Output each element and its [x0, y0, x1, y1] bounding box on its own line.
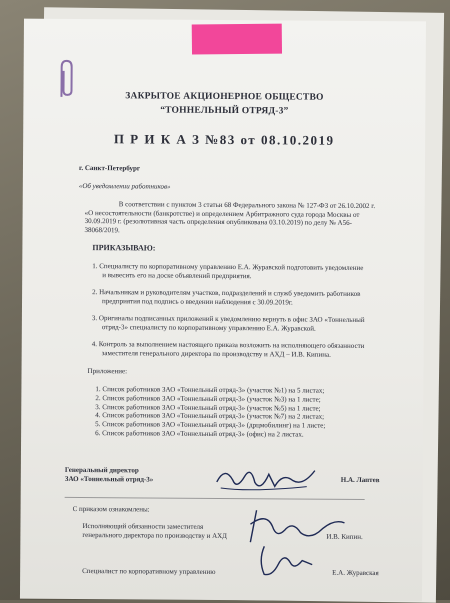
- attachment-item: 6. Список работников ЗАО «Тоннельный отряд-3» (офис) на 2 листах.: [95, 429, 304, 439]
- kipin-name: И.В. Кипин.: [326, 532, 363, 541]
- orders-heading: ПРИКАЗЫВАЮ:: [92, 243, 156, 253]
- acquainted-role-line: генерального директора по производству и АХД: [82, 530, 228, 540]
- attachment-item: 4. Список работников ЗАО «Тоннельный отряд-3» (участок №7) на 2 листах;: [95, 411, 325, 422]
- order-point-line: 4. Контроль за выполнением настоящего приказа возложить на исполняющего обязанности: [91, 340, 365, 350]
- attachment-item: 5. Список работников ЗАО «Тоннельный отряд-3» (дрцмобилинг) на 1 листе;: [95, 420, 326, 430]
- order-point-line: и вывесить его на доске объявлений предприятия.: [102, 270, 252, 280]
- preamble-line: «О несостоятельности (банкротстве) и определением Арбитражного суда города Москвы от: [84, 208, 360, 219]
- attachment-item: 2. Список работников ЗАО «Тоннельный отряд-3» (участок №3) на 1 листе;: [95, 393, 321, 404]
- director-title-line: Генеральный директор: [64, 465, 139, 475]
- attachments-list: [95, 385, 395, 440]
- preamble-line: 38068/2019.: [84, 225, 120, 235]
- order-point-line: заместителя генерального директора по производству и АХД – И.В. Кипина.: [101, 348, 331, 359]
- company-name-line2: “ТОННЕЛЬНЫЙ ОТРЯД-3”: [160, 105, 289, 117]
- order-point-3: [92, 314, 392, 333]
- subject: «Об уведомлении работников»: [78, 181, 171, 191]
- divider: [65, 497, 365, 500]
- preamble-line: 30.09.2019 г. (резолютивная часть определения опубликована 03.10.2019) по делу № А56-: [84, 217, 352, 228]
- order-title: П Р И К А З №83 от 08.10.2019: [113, 131, 335, 148]
- director-title-line: ЗАО «Тоннельный отряд-3»: [64, 474, 154, 484]
- acquainted-person-2-role: Специалист по корпоративному управлению: [82, 567, 216, 576]
- order-point-1: [92, 262, 392, 281]
- zhuravskaya-name: Е.А. Журавская: [332, 568, 379, 578]
- director-signature: [211, 460, 321, 497]
- acquainted-role-line: Исполняющий обязанности заместителя: [82, 522, 204, 531]
- attachment-item: 1. Список работников ЗАО «Тоннельный отряд-3» (участок №1) на 5 листах;: [95, 385, 325, 395]
- order-point-4: [92, 340, 392, 359]
- pink-sticky-tab: [192, 24, 282, 55]
- director-name: Н.А. Лаптев: [340, 475, 380, 485]
- zhuravskaya-signature: [250, 540, 320, 580]
- order-point-line: 3. Оригиналы подписанных приложений к уведомлению вернуть в офис ЗАО «Тоннельный: [91, 314, 365, 324]
- attachments-heading: Приложение:: [87, 367, 128, 376]
- director-title: [65, 466, 154, 484]
- order-point-line: 1. Специалисту по корпоративному управлению Е.А. Журавской подготовить уведомление: [92, 262, 364, 272]
- city: г. Санкт-Петербург: [78, 163, 141, 173]
- order-point-line: предприятия под подпись о введении наблюдения с 30.09.2019г.: [102, 296, 293, 307]
- attachment-item: 3. Список работников ЗАО «Тоннельный отряд-3» (участок №5) на 1 листе;: [95, 402, 321, 413]
- order-point-2: [92, 288, 392, 307]
- order-point-line: отряд-3» специалисту по корпоративному управлению Е.А. Журавской.: [101, 322, 316, 333]
- company-name-line1: ЗАКРЫТОЕ АКЦИОНЕРНОЕ ОБЩЕСТВО: [125, 91, 324, 103]
- preamble: [84, 200, 404, 237]
- order-point-line: 2. Начальникам и руководителям участков, подразделений и служб уведомить работников: [92, 288, 361, 298]
- acquainted-heading: С приказом ознакомлены:: [72, 504, 150, 514]
- acquainted-person-1: [82, 522, 227, 540]
- order-document: [20, 19, 426, 602]
- preamble-line: В соответствии с пунктом 3 статьи 68 Федерального закона № 127-ФЗ от 26.10.2002 г.: [118, 200, 376, 211]
